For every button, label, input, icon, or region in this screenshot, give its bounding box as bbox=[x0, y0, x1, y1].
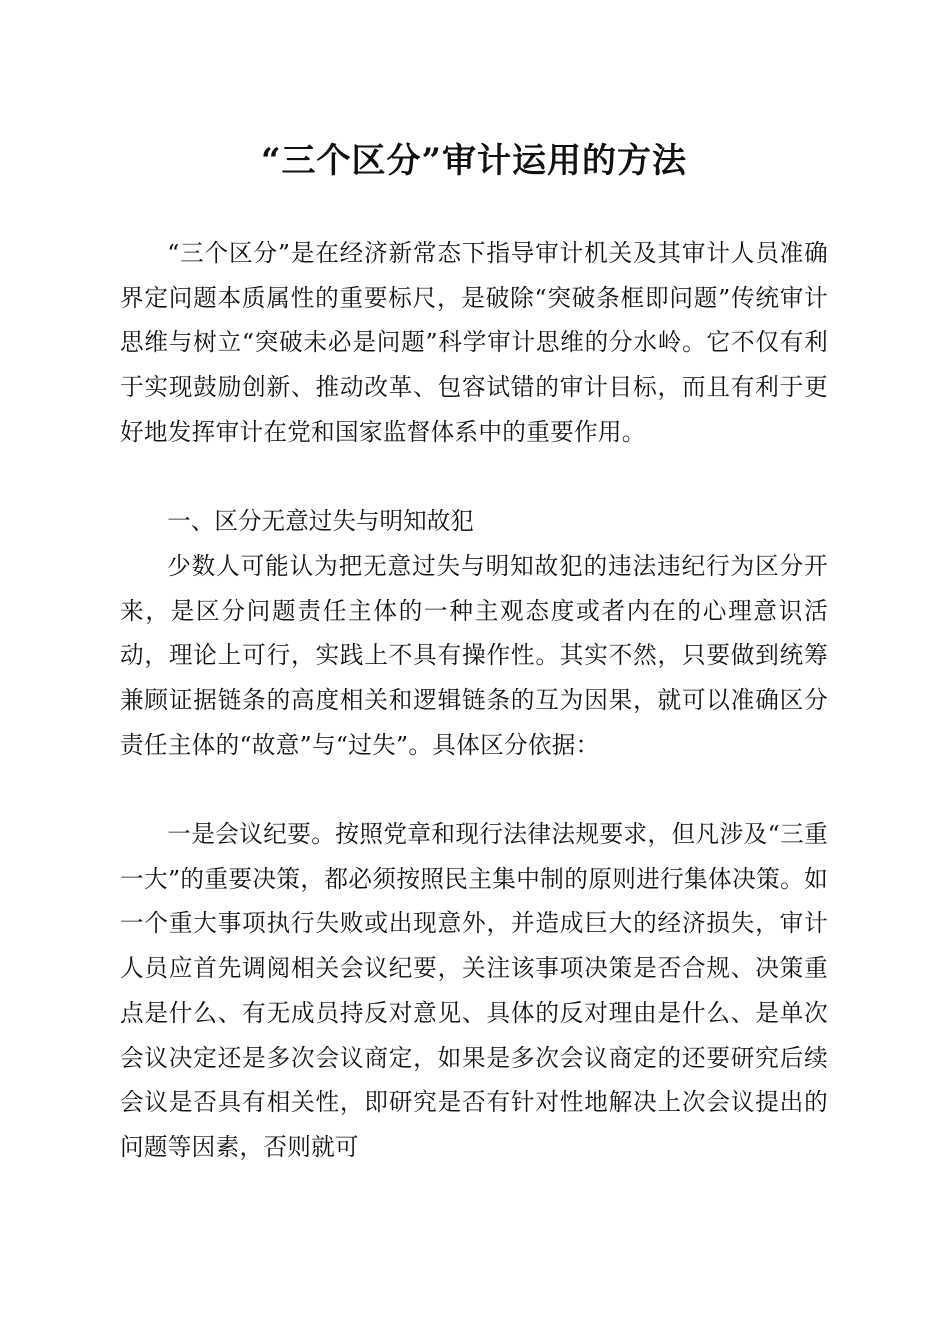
document-title: “三个区分”审计运用的方法 bbox=[260, 141, 688, 181]
body-paragraph: 一是会议纪要。按照党章和现行法律法规要求，但凡涉及“三重一大”的重要决策，都必须按照民主集中制的原则进行集体决策。如一个重大事项执行失败或出现意外，并造成巨大的经济损失，审计人员应首先调阅相关会议纪要，关注该事项决策是否合规、决策重点是什么、有无成员持反对意见、具体的反对理由是什么、是单次会议决定还是多次会议商定，如果是多次会议商定的还要研究后续会议是否具有相关性，即研究是否有针对性地解决上次会议提出的问题等因素，否则就可 bbox=[120, 820, 828, 1161]
intro-paragraph: “三个区分”是在经济新常态下指导审计机关及其审计人员准确界定问题本质属性的重要标尺，是破除“突破条框即问题”传统审计思维与树立“突破未必是问题”科学审计思维的分水岭。它不仅有利于实现鼓励创新、推动改革、包容试错的审计目标，而且有利于更好地发挥审计在党和国家监督体系中的重要作用。 bbox=[120, 239, 828, 446]
section-heading: 一、区分无意过失与明知故犯 bbox=[167, 507, 474, 535]
body-paragraph: 少数人可能认为把无意过失与明知故犯的违法违纪行为区分开来，是区分问题责任主体的一种主观态度或者内在的心理意识活动，理论上可行，实践上不具有操作性。其实不然，只要做到统筹兼顾证据链条的高度相关和逻辑链条的互为因果，就可以准确区分责任主体的“故意”与“过失”。具体区分依据： bbox=[120, 552, 828, 759]
